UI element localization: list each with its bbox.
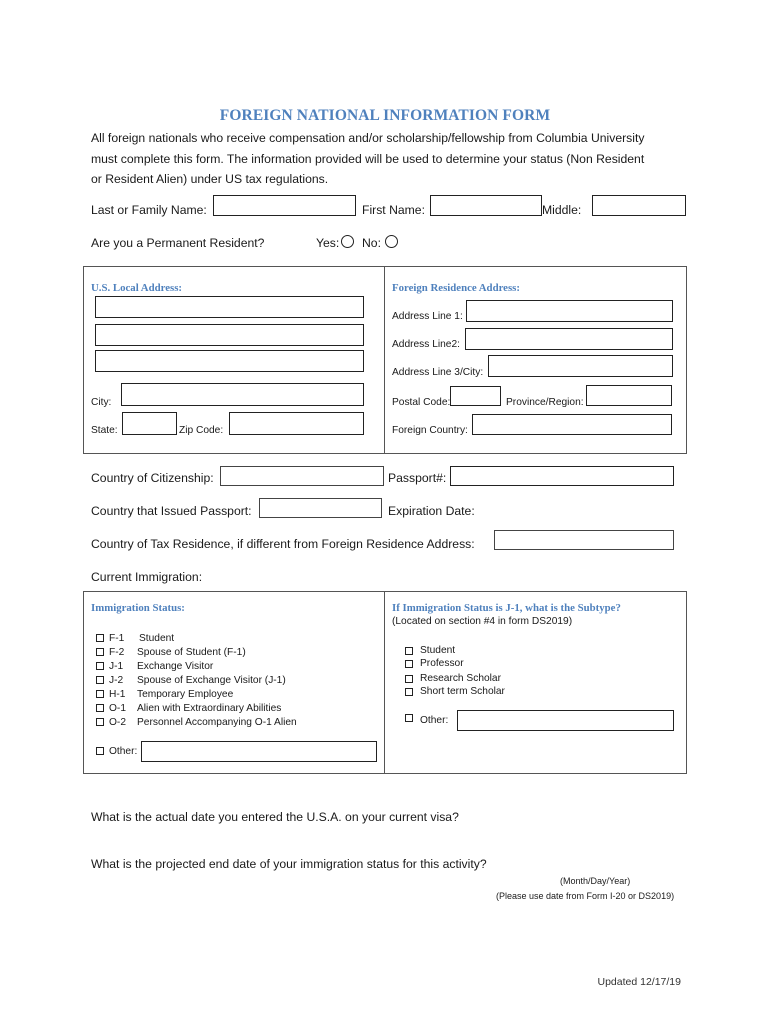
checkbox[interactable] [96, 662, 104, 670]
zip-code-field[interactable] [229, 412, 364, 435]
entry-date-question: What is the actual date you entered the U.S.A. on your current visa? [91, 810, 459, 824]
foreign-country-label: Foreign Country: [392, 425, 468, 436]
status-code: F-2 [109, 647, 125, 658]
us-address-line-2-field[interactable] [95, 324, 364, 346]
subtype-heading: If Immigration Status is J-1, what is the Subtype? [392, 602, 621, 614]
subtype-label: Short term Scholar [420, 686, 505, 697]
permanent-resident-question: Are you a Permanent Resident? [91, 236, 265, 250]
state-label: State: [91, 425, 118, 436]
status-desc: Alien with Extraordinary Abilities [137, 703, 282, 714]
expiration-date-label: Expiration Date: [388, 504, 475, 518]
us-address-line-3-field[interactable] [95, 350, 364, 372]
subtype-label: Student [420, 645, 456, 656]
last-name-label: Last or Family Name: [91, 203, 207, 217]
status-other-field[interactable] [141, 741, 377, 762]
checkbox[interactable] [96, 718, 104, 726]
intro-line: must complete this form. The information provided will be used to determine your status (Non Resident [91, 151, 645, 166]
yes-label: Yes: [316, 236, 340, 250]
zip-code-label: Zip Code: [179, 425, 224, 436]
updated-date: Updated 12/17/19 [597, 976, 681, 988]
passport-issuer-field[interactable] [259, 498, 382, 518]
address-line-2-label: Address Line2: [392, 339, 460, 350]
checkbox[interactable] [96, 704, 104, 712]
foreign-address-line-3-field[interactable] [488, 355, 673, 377]
checkbox[interactable] [96, 676, 104, 684]
postal-code-label: Postal Code: [392, 397, 451, 408]
status-code: H-1 [109, 689, 126, 700]
intro-paragraph [91, 128, 691, 190]
citizenship-field[interactable] [220, 466, 384, 486]
checkbox[interactable] [405, 688, 413, 696]
foreign-country-field[interactable] [472, 414, 672, 435]
middle-name-label: Middle: [542, 203, 582, 217]
intro-line: or Resident Alien) under US tax regulations. [91, 172, 329, 186]
tax-residence-field[interactable] [494, 530, 674, 550]
no-radio[interactable] [385, 235, 398, 248]
subtype-label: Professor [420, 658, 464, 669]
checkbox[interactable] [96, 690, 104, 698]
status-desc: Exchange Visitor [137, 661, 214, 672]
foreign-address-line-1-field[interactable] [466, 300, 673, 322]
address-line-3-label: Address Line 3/City: [392, 367, 484, 378]
status-desc: Spouse of Exchange Visitor (J-1) [137, 675, 286, 686]
us-address-line-1-field[interactable] [95, 296, 364, 318]
us-address-heading: U.S. Local Address: [91, 282, 182, 294]
subtype-other-label: Other: [420, 715, 449, 726]
checkbox[interactable] [96, 747, 104, 755]
checkbox[interactable] [405, 647, 413, 655]
passport-label: Passport#: [388, 471, 447, 485]
status-desc: Spouse of Student (F-1) [137, 647, 246, 658]
last-name-field[interactable] [213, 195, 356, 216]
checkbox[interactable] [96, 634, 104, 642]
status-code: J-2 [109, 675, 124, 686]
end-date-question: What is the projected end date of your immigration status for this activity? [91, 857, 487, 871]
address-divider [384, 266, 385, 454]
subtype-other-field[interactable] [457, 710, 674, 731]
passport-field[interactable] [450, 466, 674, 486]
postal-code-field[interactable] [450, 386, 501, 406]
foreign-address-heading: Foreign Residence Address: [392, 282, 520, 294]
foreign-address-line-2-field[interactable] [465, 328, 673, 350]
immigration-status-heading: Immigration Status: [91, 602, 185, 614]
date-source-note: (Please use date from Form I-20 or DS2019) [496, 891, 675, 901]
status-code: J-1 [109, 661, 124, 672]
middle-name-field[interactable] [592, 195, 686, 216]
status-desc: Personnel Accompanying O-1 Alien [137, 717, 297, 728]
checkbox[interactable] [405, 660, 413, 668]
city-field[interactable] [121, 383, 364, 406]
status-desc: Temporary Employee [137, 689, 234, 700]
status-code: O-1 [109, 703, 126, 714]
address-line-1-label: Address Line 1: [392, 311, 463, 322]
tax-residence-label: Country of Tax Residence, if different from Foreign Residence Address: [91, 537, 475, 551]
subtype-note: (Located on section #4 in form DS2019) [392, 616, 573, 627]
city-label: City: [91, 397, 112, 408]
checkbox[interactable] [96, 648, 104, 656]
date-format-note: (Month/Day/Year) [560, 876, 631, 886]
status-code: F-1 [109, 633, 125, 644]
checkbox[interactable] [405, 714, 413, 722]
first-name-label: First Name: [362, 203, 425, 217]
current-immigration-label: Current Immigration: [91, 570, 203, 584]
intro-line: All foreign nationals who receive compensation and/or scholarship/fellowship from Columbia University [91, 131, 645, 145]
state-field[interactable] [122, 412, 177, 435]
subtype-label: Research Scholar [420, 673, 501, 684]
passport-issuer-label: Country that Issued Passport: [91, 504, 252, 518]
province-region-field[interactable] [586, 385, 672, 406]
yes-radio[interactable] [341, 235, 354, 248]
immigration-divider [384, 591, 385, 774]
form-title: FOREIGN NATIONAL INFORMATION FORM [219, 107, 551, 124]
first-name-field[interactable] [430, 195, 542, 216]
checkbox[interactable] [405, 675, 413, 683]
no-label: No: [362, 236, 381, 250]
status-code: O-2 [109, 717, 126, 728]
citizenship-label: Country of Citizenship: [91, 471, 214, 485]
status-other-label: Other: [109, 746, 138, 757]
province-region-label: Province/Region: [506, 397, 584, 408]
status-desc: Student [139, 633, 175, 644]
